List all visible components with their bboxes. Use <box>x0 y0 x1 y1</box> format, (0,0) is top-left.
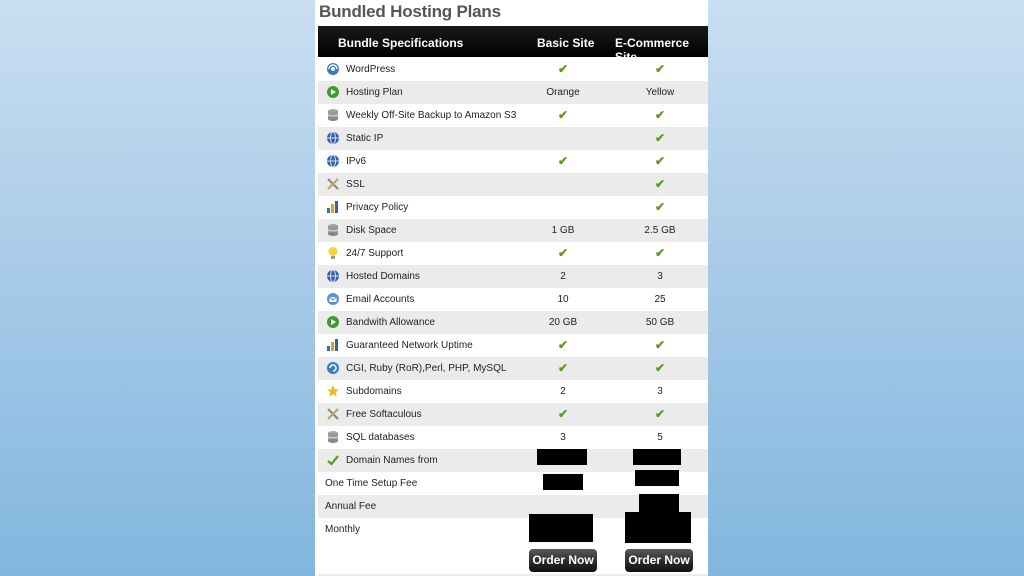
table-row <box>318 104 708 127</box>
row-label: Weekly Off-Site Backup to Amazon S3 <box>346 110 517 121</box>
database-icon <box>326 223 340 237</box>
table-row <box>318 334 708 357</box>
ecommerce-site-value: ✔ <box>654 246 666 260</box>
row-label: Privacy Policy <box>346 202 409 213</box>
header-ecommerce-site: E-Commerce Site <box>615 36 690 64</box>
globe-icon <box>326 269 340 283</box>
row-label: Static IP <box>346 133 384 144</box>
table-row <box>318 196 708 219</box>
row-label: IPv6 <box>346 156 367 167</box>
ecommerce-site-value: 25 <box>654 294 666 305</box>
hosting-plans-panel <box>315 0 708 576</box>
basic-site-value: 2 <box>560 271 566 282</box>
redacted-domain-price-basic <box>537 449 587 465</box>
globe-icon <box>326 154 340 168</box>
row-label: Monthly <box>325 524 361 535</box>
row-label: Disk Space <box>346 225 397 236</box>
basic-site-value: 2 <box>560 386 566 397</box>
row-label: SSL <box>346 179 365 190</box>
table-row <box>318 311 708 334</box>
ecommerce-site-value: ✔ <box>654 154 666 168</box>
row-label: One Time Setup Fee <box>325 478 418 489</box>
ecommerce-site-value: ✔ <box>654 200 666 214</box>
redacted-domain-price-ecommerce <box>633 449 681 465</box>
page-title: Bundled Hosting Plans <box>319 2 501 21</box>
ecommerce-site-value: 2.5 GB <box>644 225 676 236</box>
basic-site-value: ✔ <box>557 62 569 76</box>
row-label: Subdomains <box>346 386 402 397</box>
chart-icon <box>326 338 340 352</box>
basic-site-value: ✔ <box>557 361 569 375</box>
ecommerce-site-value: ✔ <box>654 62 666 76</box>
ecommerce-site-value: 3 <box>657 386 663 397</box>
table-row <box>318 265 708 288</box>
table-row <box>318 357 708 380</box>
table-row <box>318 150 708 173</box>
globe-icon <box>326 131 340 145</box>
hosting-icon <box>326 315 340 329</box>
row-label: Hosted Domains <box>346 271 420 282</box>
row-label: Free Softaculous <box>346 409 422 420</box>
check-icon <box>326 453 340 467</box>
ecommerce-site-value: ✔ <box>654 407 666 421</box>
table-row <box>318 127 708 150</box>
row-label: Email Accounts <box>346 294 415 305</box>
order-now-basic-button[interactable]: Order Now <box>529 549 597 572</box>
redacted-monthly-basic <box>529 514 593 542</box>
hosting-icon <box>326 85 340 99</box>
ecommerce-site-value: ✔ <box>654 361 666 375</box>
row-label: WordPress <box>346 64 396 75</box>
table-row <box>318 403 708 426</box>
ecommerce-site-value: ✔ <box>654 131 666 145</box>
basic-site-value: ✔ <box>557 108 569 122</box>
redacted-setup-fee-basic <box>543 474 583 490</box>
star-icon <box>326 384 340 398</box>
tools-icon <box>326 407 340 421</box>
spec-table <box>318 58 708 541</box>
table-row <box>318 426 708 449</box>
table-row <box>318 81 708 104</box>
table-row <box>318 173 708 196</box>
redacted-annual-fee-ecommerce <box>639 494 679 512</box>
row-label: Hosting Plan <box>346 87 403 98</box>
table-row <box>318 380 708 403</box>
ecommerce-site-value: ✔ <box>654 338 666 352</box>
ecommerce-site-value: 50 GB <box>645 317 675 328</box>
ecommerce-site-value: 5 <box>657 432 663 443</box>
table-row <box>318 242 708 265</box>
row-label: Annual Fee <box>325 501 377 512</box>
table-row <box>318 219 708 242</box>
basic-site-value: 3 <box>560 432 566 443</box>
redacted-setup-fee-ecommerce <box>635 470 679 486</box>
basic-site-value: ✔ <box>557 246 569 260</box>
ecommerce-site-value: ✔ <box>654 108 666 122</box>
chart-icon <box>326 200 340 214</box>
tools-icon <box>326 177 340 191</box>
basic-site-value: ✔ <box>557 338 569 352</box>
ecommerce-site-value: 3 <box>657 271 663 282</box>
table-row <box>318 288 708 311</box>
row-label: Domain Names from <box>346 455 438 466</box>
basic-site-value: Orange <box>546 87 580 98</box>
row-label: Bandwith Allowance <box>346 317 435 328</box>
row-label: 24/7 Support <box>346 248 404 259</box>
table-row <box>318 58 708 81</box>
basic-site-value: ✔ <box>557 154 569 168</box>
database-icon <box>326 108 340 122</box>
lightbulb-icon <box>326 246 340 260</box>
row-label: SQL databases <box>346 432 415 443</box>
basic-site-value: 10 <box>557 294 569 305</box>
basic-site-value: 1 GB <box>551 225 575 236</box>
header-basic-site: Basic Site <box>537 36 595 50</box>
ecommerce-site-value: ✔ <box>654 177 666 191</box>
row-label: CGI, Ruby (RoR),Perl, PHP, MySQL <box>346 363 507 374</box>
wordpress-icon <box>326 62 340 76</box>
order-now-ecommerce-button[interactable]: Order Now <box>625 549 693 572</box>
basic-site-value: 20 GB <box>548 317 578 328</box>
refresh-icon <box>326 361 340 375</box>
ecommerce-site-value: Yellow <box>645 87 675 98</box>
basic-site-value: ✔ <box>557 407 569 421</box>
email-icon <box>326 292 340 306</box>
database-icon <box>326 430 340 444</box>
row-label: Guaranteed Network Uptime <box>346 340 473 351</box>
redacted-monthly-ecommerce <box>625 512 691 543</box>
header-specifications: Bundle Specifications <box>338 36 464 50</box>
table-header <box>318 26 708 64</box>
